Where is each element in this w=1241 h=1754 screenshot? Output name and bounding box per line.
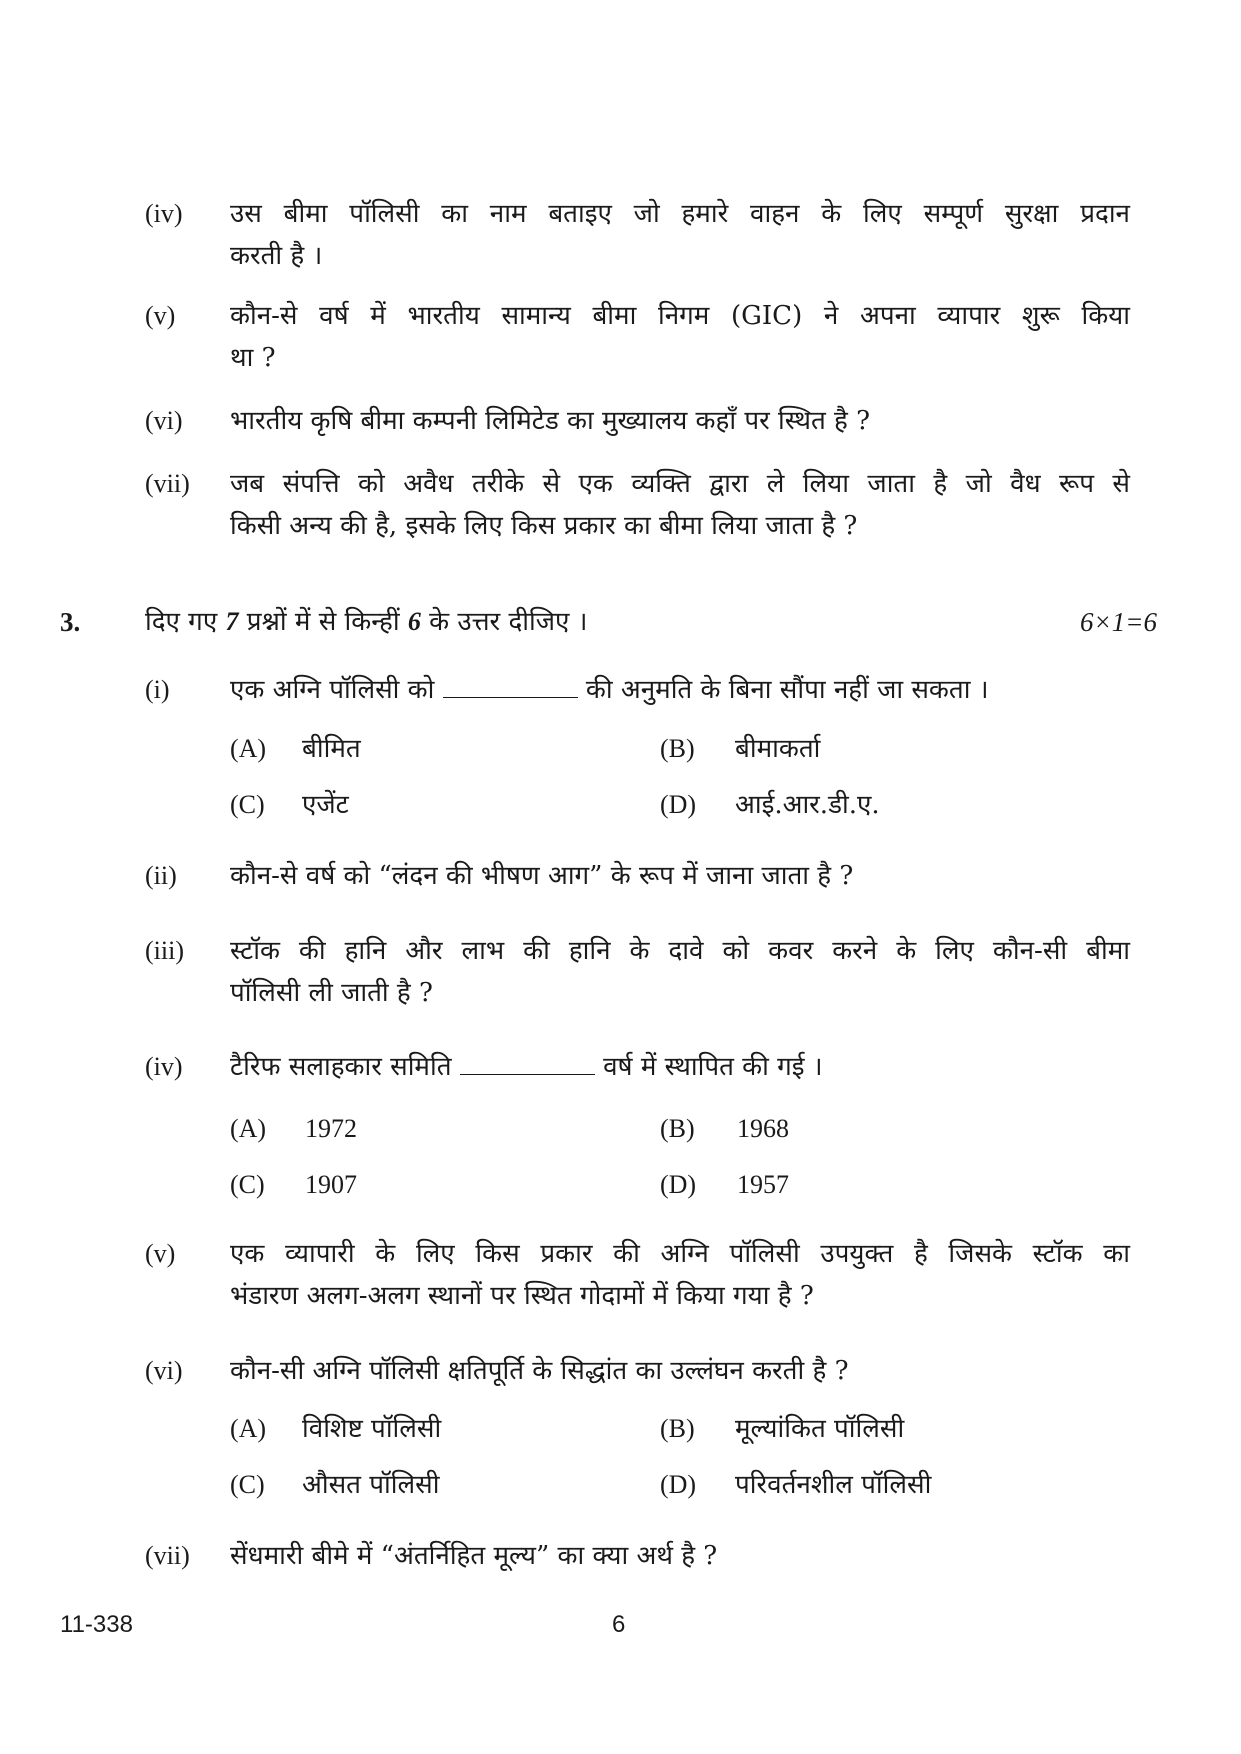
page-number: 6 [612, 1611, 626, 1638]
option-value: बीमित [302, 734, 361, 764]
item-text: कौन-सी अग्नि पॉलिसी क्षतिपूर्ति के सिद्धांत का उल्लंघन करती है ? [230, 1356, 849, 1386]
item-text: भंडारण अलग-अलग स्थानों पर स्थित गोदामों में किया गया है ? [230, 1281, 814, 1311]
paper-code: 11-338 [60, 1611, 133, 1638]
option-value: एजेंट [302, 790, 349, 820]
item-text-post: की अनुमति के बिना सौंपा नहीं जा सकता । [585, 675, 989, 705]
option-label: (D) [660, 790, 697, 819]
item-number: (iv) [145, 1052, 183, 1081]
instruction-count-answer: 6 [407, 607, 421, 636]
marks-allocation: 6×1=6 [1080, 607, 1157, 637]
item-text: एक व्यापारी के लिए किस प्रकार की अग्नि पॉलिसी उपयुक्त है जिसके स्टॉक का [230, 1239, 1130, 1269]
option-value: 1972 [305, 1114, 357, 1143]
item-number: (vii) [145, 469, 190, 498]
instruction-mid: प्रश्नों में से किन्हीं [238, 607, 408, 637]
item-number: (iv) [145, 199, 183, 228]
question-number: 3. [60, 607, 81, 637]
option-label: (A) [230, 734, 267, 763]
item-text: सेंधमारी बीमे में “अंतर्निहित मूल्य” का क्या अर्थ है ? [230, 1541, 718, 1571]
item-text: था ? [230, 343, 276, 373]
option-label: (C) [230, 790, 265, 819]
option-value: 1907 [305, 1170, 357, 1199]
option-value: मूल्यांकित पॉलिसी [735, 1414, 905, 1444]
item-number: (v) [145, 301, 176, 330]
instruction-count-total: 7 [225, 607, 239, 636]
option-value: आई.आर.डी.ए. [735, 790, 880, 820]
instruction-pre: दिए गए [145, 607, 226, 637]
item-text-pre: टैरिफ सलाहकार समिति [230, 1052, 452, 1082]
option-label: (B) [660, 734, 695, 763]
answer-blank [460, 1052, 595, 1075]
item-text: उस बीमा पॉलिसी का नाम बताइए जो हमारे वाहन के लिए सम्पूर्ण सुरक्षा प्रदान [230, 199, 1130, 229]
option-label: (C) [230, 1470, 265, 1499]
option-label: (D) [660, 1470, 697, 1499]
item-text [230, 674, 989, 706]
item-number: (vii) [145, 1541, 190, 1570]
item-text [230, 1051, 823, 1083]
item-text-pre: एक अग्नि पॉलिसी को [230, 675, 435, 705]
option-value: औसत पॉलिसी [302, 1470, 440, 1500]
option-label: (A) [230, 1114, 267, 1143]
option-value: बीमाकर्ता [735, 734, 821, 764]
item-number: (vi) [145, 1356, 183, 1385]
item-text: करती है । [230, 241, 323, 271]
item-text: भारतीय कृषि बीमा कम्पनी लिमिटेड का मुख्यालय कहाँ पर स्थित है ? [230, 406, 871, 436]
item-text: किसी अन्य की है, इसके लिए किस प्रकार का बीमा लिया जाता है ? [230, 511, 858, 541]
item-text: कौन-से वर्ष को “लंदन की भीषण आग” के रूप में जाना जाता है ? [230, 861, 854, 891]
option-value: 1957 [737, 1170, 789, 1199]
item-number: (v) [145, 1239, 176, 1268]
option-label: (D) [660, 1170, 697, 1199]
item-number: (vi) [145, 406, 183, 435]
answer-blank [443, 675, 578, 698]
option-label: (C) [230, 1170, 265, 1199]
option-value: परिवर्तनशील पॉलिसी [735, 1470, 932, 1500]
item-text: कौन-से वर्ष में भारतीय सामान्य बीमा निगम (GIC) ने अपना व्यापार शुरू किया [230, 301, 1130, 331]
question-instruction [145, 606, 588, 638]
option-label: (B) [660, 1114, 695, 1143]
item-number: (iii) [145, 936, 184, 965]
instruction-post: के उत्तर दीजिए । [420, 607, 588, 637]
option-value: 1968 [737, 1114, 789, 1143]
option-label: (B) [660, 1414, 695, 1443]
item-text: जब संपत्ति को अवैध तरीके से एक व्यक्ति द्वारा ले लिया जाता है जो वैध रूप से [230, 469, 1130, 499]
item-number: (i) [145, 675, 170, 704]
item-text: स्टॉक की हानि और लाभ की हानि के दावे को कवर करने के लिए कौन-सी बीमा [230, 936, 1130, 966]
item-text: पॉलिसी ली जाती है ? [230, 978, 433, 1008]
item-number: (ii) [145, 861, 177, 890]
option-label: (A) [230, 1414, 267, 1443]
option-value: विशिष्ट पॉलिसी [302, 1414, 442, 1444]
item-text-post: वर्ष में स्थापित की गई । [603, 1052, 823, 1082]
